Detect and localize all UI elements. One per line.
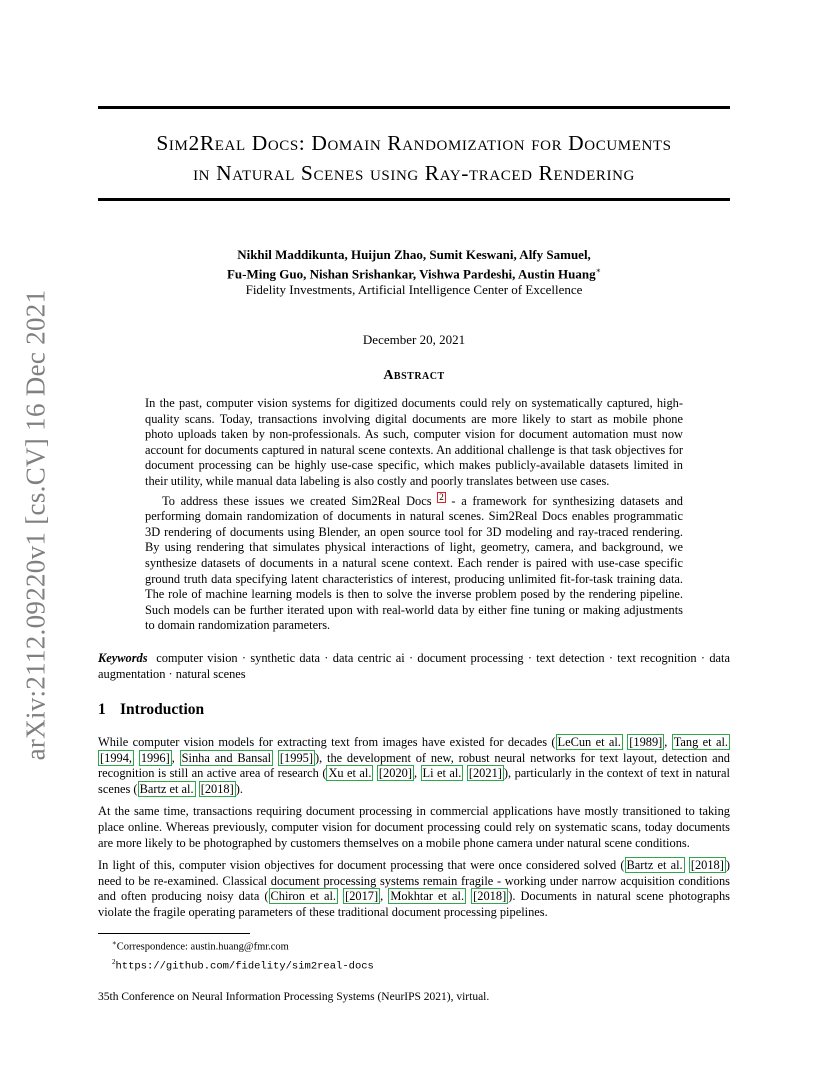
citation-link[interactable]: LeCun et al. bbox=[557, 735, 621, 749]
author-names-line-1: Nikhil Maddikunta, Huijun Zhao, Sumit Keswani, Alfy Samuel, bbox=[237, 247, 591, 262]
citation-link[interactable]: Mokhtar et al. bbox=[390, 889, 465, 904]
footnote-rule bbox=[98, 933, 250, 934]
text: ). Documents in natural scene photographs violate the fragile operating parameters of these traditional document processing pipelines. bbox=[98, 889, 730, 919]
title-bottom-rule bbox=[98, 198, 730, 201]
citation-link[interactable]: Xu et al. bbox=[328, 766, 372, 781]
citation-link[interactable]: [2018] bbox=[690, 858, 724, 873]
citation-link[interactable]: [2020] bbox=[378, 766, 412, 781]
affiliation: Fidelity Investments, Artificial Intelligence Center of Excellence bbox=[245, 282, 583, 298]
citation-link[interactable]: Chiron et al. bbox=[270, 889, 337, 904]
title-line-2: in Natural Scenes using Ray-traced Rendering bbox=[193, 161, 635, 185]
citation-link[interactable]: Sinha and Bansal bbox=[181, 750, 272, 765]
citation-link[interactable]: Tang et al. bbox=[673, 735, 728, 749]
footnote-2-link[interactable]: https://github.com/fidelity/sim2real-docs bbox=[115, 960, 374, 972]
text: ), particularly in the context of text in natural scenes ( bbox=[98, 766, 730, 796]
abstract-heading: Abstract bbox=[383, 368, 445, 383]
citation-link[interactable]: 1996] bbox=[140, 750, 170, 765]
citation-link[interactable]: [2018] bbox=[473, 889, 507, 904]
citation-link[interactable]: [2017] bbox=[345, 889, 379, 904]
introduction-body bbox=[98, 735, 730, 928]
citation-link[interactable]: [1995] bbox=[279, 750, 313, 765]
footnote-1-text: Correspondence: austin.huang@fmr.com bbox=[116, 941, 289, 953]
arxiv-id-text: arXiv:2112.09220v1 [cs.CV] 16 Dec 2021 bbox=[20, 289, 51, 761]
title-line-1: Sim2Real Docs: Domain Randomization for Documents bbox=[156, 131, 672, 155]
section-number: 1 bbox=[98, 701, 106, 718]
section-heading-introduction bbox=[98, 701, 730, 719]
citation-link[interactable]: [1994, bbox=[100, 750, 133, 765]
abstract-body bbox=[145, 396, 683, 636]
abstract-paragraph-2 bbox=[145, 492, 683, 634]
citation-link[interactable]: [2018] bbox=[200, 781, 234, 796]
footnote-1-mark: ∗ bbox=[112, 939, 117, 947]
arxiv-side-identifier bbox=[16, 280, 56, 770]
author-block bbox=[98, 247, 730, 298]
abstract-p2-start: To address these issues we created Sim2Real Docs bbox=[162, 493, 438, 508]
text: , bbox=[664, 735, 672, 749]
text: ), the development of new, robust neural networks for text layout, detection and recognition is still an active area of research ( bbox=[98, 750, 730, 781]
footnote-2-mark: 2 bbox=[112, 957, 116, 966]
citation-link[interactable]: [2021] bbox=[468, 766, 502, 781]
abstract-p2-rest: - a framework for synthesizing datasets and performing domain randomization of documents in natural scenes. Sim2Real Docs enables programmatic 3D rendering of documents using Blender, an open source tool for 3D modeling and ray-traced rendering. By using rendering that simulates physical interactions of light, geometry, camera, and background, we synthesize datasets of documents in a natural scene context. Each render is paired with use-case specific ground truth data specifying latent characteristics of interest, producing unlimited fit-for-task training data. The role of machine learning models is then to solve the inverse problem posed by the rendering pipeline. Such models can be further iterated upon with real-world data by either fine tuning or making adjustments to domain randomization parameters. bbox=[145, 493, 684, 633]
section-title: Introduction bbox=[120, 701, 205, 718]
keywords-label: Keywords bbox=[98, 651, 148, 665]
author-names-line-2 bbox=[98, 263, 730, 282]
footnote-link-2[interactable]: 2 bbox=[439, 491, 444, 502]
footnotes bbox=[112, 936, 712, 974]
author-names-text: Fu-Ming Guo, Nishan Srishankar, Vishwa Pardeshi, Austin Huang bbox=[226, 266, 596, 282]
venue-footer: 35th Conference on Neural Information Processing Systems (NeurIPS 2021), virtual. bbox=[98, 991, 490, 1003]
text: ). bbox=[235, 781, 243, 796]
text: , bbox=[171, 750, 180, 765]
intro-paragraph-1 bbox=[98, 735, 730, 797]
keywords-text: computer vision · synthetic data · data centric ai · document processing · text detection · text recognition · data augmentation · natural scenes bbox=[98, 651, 730, 681]
title-top-rule bbox=[98, 106, 730, 109]
intro-paragraph-2: At the same time, transactions requiring document processing in commercial applications have mostly transitioned to taking place online. Whereas previously, computer vision for document processing could rely on systematic scans, today documents are more likely to be photographed by customers themselves on a mobile phone camera under natural scene conditions. bbox=[98, 804, 730, 850]
citation-link[interactable]: Bartz et al. bbox=[626, 858, 683, 873]
citation-link[interactable]: Bartz et al. bbox=[139, 781, 194, 796]
text: While computer vision models for extracting text from images have existed for decades ( bbox=[98, 735, 556, 749]
text: ) need to be re-examined. Classical document processing systems remain fragile - working under narrow acquisition conditions and often producing noisy data ( bbox=[98, 858, 730, 904]
citation-link[interactable]: Li et al. bbox=[422, 766, 462, 781]
correspondence-mark[interactable]: ∗ bbox=[595, 266, 602, 275]
paper-date: December 20, 2021 bbox=[362, 332, 466, 347]
citation-link[interactable]: [1989] bbox=[629, 735, 663, 749]
keywords bbox=[98, 651, 730, 682]
abstract-paragraph-1: In the past, computer vision systems for digitized documents could rely on systematically captured, high-quality scans. Today, transactions involving digital documents are more likely to start as mobile phone photo uploads taken by non-professionals. As such, computer vision for document automation must now account for documents captured in natural scene contexts. An additional challenge is that task objectives for document processing can be highly use-case specific, which makes publicly-available datasets limited in their utility, while manual data labeling is also costly and poorly translates between use cases. bbox=[145, 396, 683, 488]
text: , bbox=[413, 766, 421, 781]
text: In light of this, computer vision objectives for document processing that were once considered solved ( bbox=[98, 858, 625, 873]
intro-paragraph-3 bbox=[98, 858, 730, 920]
footnote-1 bbox=[112, 936, 712, 955]
footnote-2 bbox=[112, 955, 712, 975]
paper-title bbox=[98, 128, 730, 188]
text: , bbox=[380, 889, 389, 904]
